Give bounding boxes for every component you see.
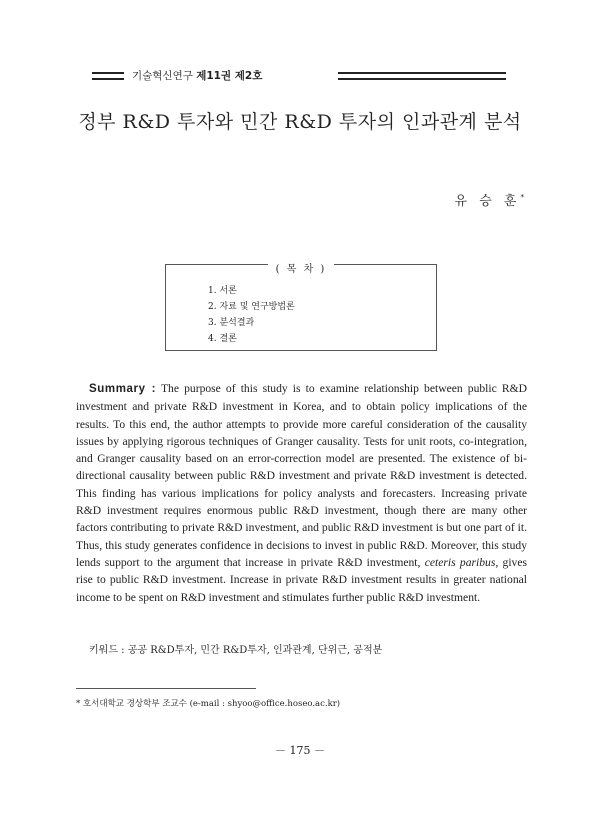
toc-item: 1. 서론: [208, 286, 237, 296]
toc-heading-wrap: [166, 257, 436, 276]
journal-info: [132, 68, 262, 83]
toc-item: 2. 자료 및 연구방법론: [208, 302, 295, 312]
toc-item: 4. 결론: [208, 334, 237, 344]
running-header: [92, 70, 506, 84]
toc-item: 3. 분석결과: [208, 318, 255, 328]
toc-list: [208, 283, 295, 347]
toc-heading: ( 목 차 ): [268, 264, 335, 275]
page-number: － 175 －: [275, 744, 325, 757]
author: [455, 190, 524, 209]
summary-label: Summary :: [89, 383, 157, 395]
summary-text-2: gives rise to public R&D investment. Increase in private R&D investment results in greater national income to be spent on R&D investment and stimulates further public R&D investment.: [76, 555, 527, 604]
author-name: 유 승 훈: [454, 194, 521, 209]
journal-volume: 제11권 제2호: [196, 70, 263, 82]
author-footnote-mark: *: [520, 193, 524, 202]
table-of-contents: [165, 264, 437, 351]
paper-title: 정부 R&D 투자와 민간 R&D 투자의 인과관계 분석: [78, 111, 522, 133]
summary-text-1: The purpose of this study is to examine relationship between public R&D investment and private R&D investment in Korea, and to obtain policy implications of the results. To this end, the author attempts to provide more careful consideration of the causality issues by applying rigorous techniques of Granger causality. Tests for unit roots, co-integration, and Granger causality based on an error-correction model are presented. The existence of bi-directional causality between public R&D investment and private R&D investment is detected. This finding has various implications for policy analysts and forecasters. Increasing private R&D investment requires enormous public R&D investment, though there are many other factors contributing to private R&D investment, and public R&D investment is but one part of it. Thus, this study generates confidence in decisions to invest in public R&D. Moreover, this study lends support to the argument that increase in private R&D investment,: [76, 382, 527, 569]
journal-name: 기술혁신연구: [132, 70, 193, 82]
header-rule-left: [92, 72, 124, 80]
author-footnote: * 호서대학교 경상학부 조교수 (e-mail : shyoo@office.hoseo.ac.kr): [76, 699, 341, 709]
summary-paragraph: [76, 380, 527, 606]
keywords: 키워드 : 공공 R&D투자, 민간 R&D투자, 인과관계, 단위근, 공적분: [89, 645, 383, 656]
header-rule-right: [338, 72, 506, 80]
footnote-divider: [76, 688, 256, 689]
summary-italic: ceteris paribus,: [424, 555, 499, 569]
